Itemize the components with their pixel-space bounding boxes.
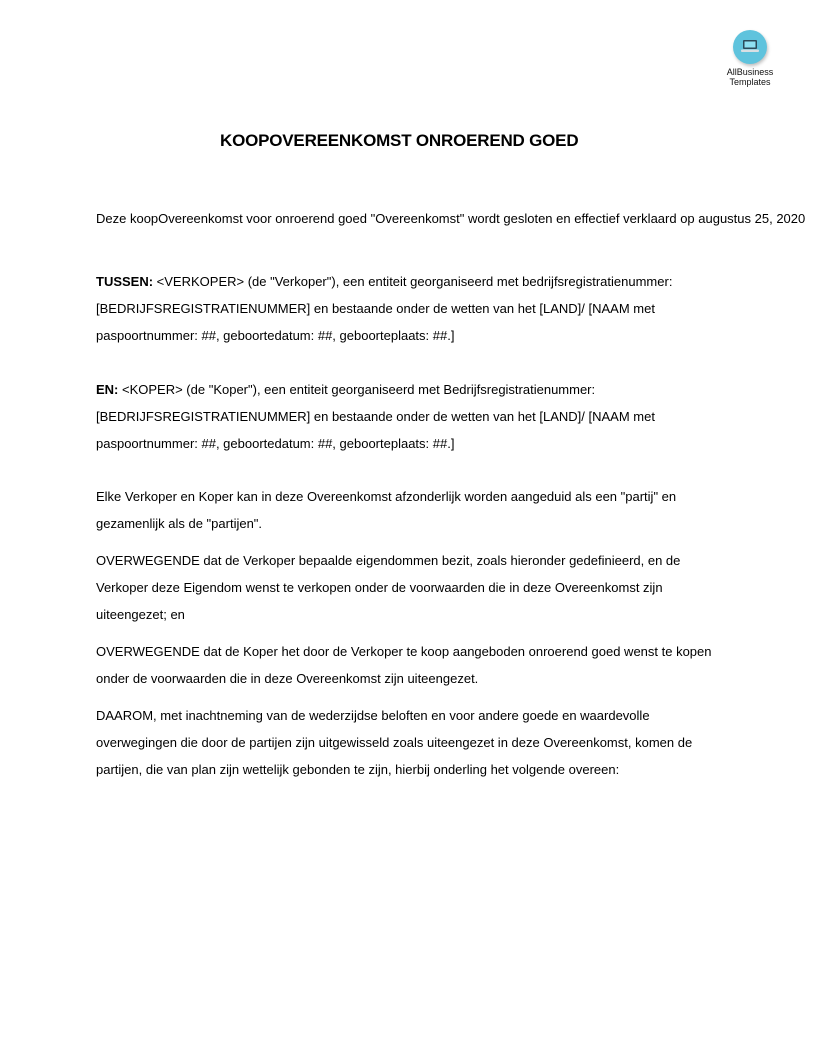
en-text-1: <KOPER> (de "Koper"), een entiteit georganiseerd met Bedrijfsregistratienummer: bbox=[118, 382, 596, 397]
partij-paragraph bbox=[96, 483, 736, 537]
tussen-line-2: [BEDRIJFSREGISTRATIENUMMER] en bestaande onder de wetten van het [LAND]/ [NAAM met bbox=[96, 301, 655, 316]
overwegende-1-line-1: OVERWEGENDE dat de Verkoper bepaalde eigendommen bezit, zoals hieronder gedefinieerd, en de bbox=[96, 553, 681, 568]
en-line-2: [BEDRIJFSREGISTRATIENUMMER] en bestaande onder de wetten van het [LAND]/ [NAAM met bbox=[96, 409, 655, 424]
partij-line-1: Elke Verkoper en Koper kan in deze Overeenkomst afzonderlijk worden aangeduid als een "partij" en bbox=[96, 489, 677, 504]
logo-text bbox=[718, 67, 782, 87]
intro-text: Deze koopOvereenkomst voor onroerend goed "Overeenkomst" wordt gesloten en effectief verklaard op augustus 25, 2020 bbox=[96, 211, 806, 226]
tussen-line-1 bbox=[96, 268, 736, 295]
laptop-icon bbox=[740, 39, 760, 54]
intro-paragraph bbox=[96, 205, 806, 232]
tussen-line-3: paspoortnummer: ##, geboortedatum: ##, geboorteplaats: ##.] bbox=[96, 328, 455, 343]
overwegende-2-line-1: OVERWEGENDE dat de Koper het door de Verkoper te koop aangeboden onroerend goed wenst te kopen bbox=[96, 644, 712, 659]
overwegende-1-line-2: Verkoper deze Eigendom wenst te verkopen onder de voorwaarden die in deze Overeenkomst zijn bbox=[96, 580, 663, 595]
daarom-line-1: DAAROM, met inachtneming van de wederzijdse beloften en voor andere goede en waardevolle bbox=[96, 708, 650, 723]
daarom-line-2: overwegingen die door de partijen zijn uitgewisseld zoals uiteengezet in deze Overeenkomst, komen de bbox=[96, 735, 693, 750]
document-title: KOOPOVEREENKOMST ONROEREND GOED bbox=[220, 131, 579, 150]
logo-badge bbox=[733, 30, 767, 64]
allbusiness-templates-logo bbox=[718, 30, 782, 87]
tussen-label: TUSSEN: bbox=[96, 274, 154, 289]
overwegende-2-line-2: onder de voorwaarden die in deze Overeenkomst zijn uiteengezet. bbox=[96, 671, 479, 686]
logo-line-2: Templates bbox=[729, 77, 771, 87]
daarom-paragraph bbox=[96, 702, 736, 783]
en-label: EN: bbox=[96, 382, 119, 397]
en-line-1 bbox=[96, 376, 736, 403]
en-line-3: paspoortnummer: ##, geboortedatum: ##, geboorteplaats: ##.] bbox=[96, 436, 455, 451]
daarom-line-3: partijen, die van plan zijn wettelijk gebonden te zijn, hierbij onderling het volgende overeen: bbox=[96, 762, 620, 777]
tussen-paragraph bbox=[96, 268, 736, 349]
partij-line-2: gezamenlijk als de "partijen". bbox=[96, 516, 263, 531]
overwegende-2-paragraph bbox=[96, 638, 736, 692]
en-paragraph bbox=[96, 376, 736, 457]
overwegende-1-line-3: uiteengezet; en bbox=[96, 607, 185, 622]
overwegende-1-paragraph bbox=[96, 547, 736, 628]
tussen-text-1: <VERKOPER> (de "Verkoper"), een entiteit georganiseerd met bedrijfsregistratienummer: bbox=[153, 274, 673, 289]
logo-line-1: AllBusiness bbox=[726, 67, 774, 77]
